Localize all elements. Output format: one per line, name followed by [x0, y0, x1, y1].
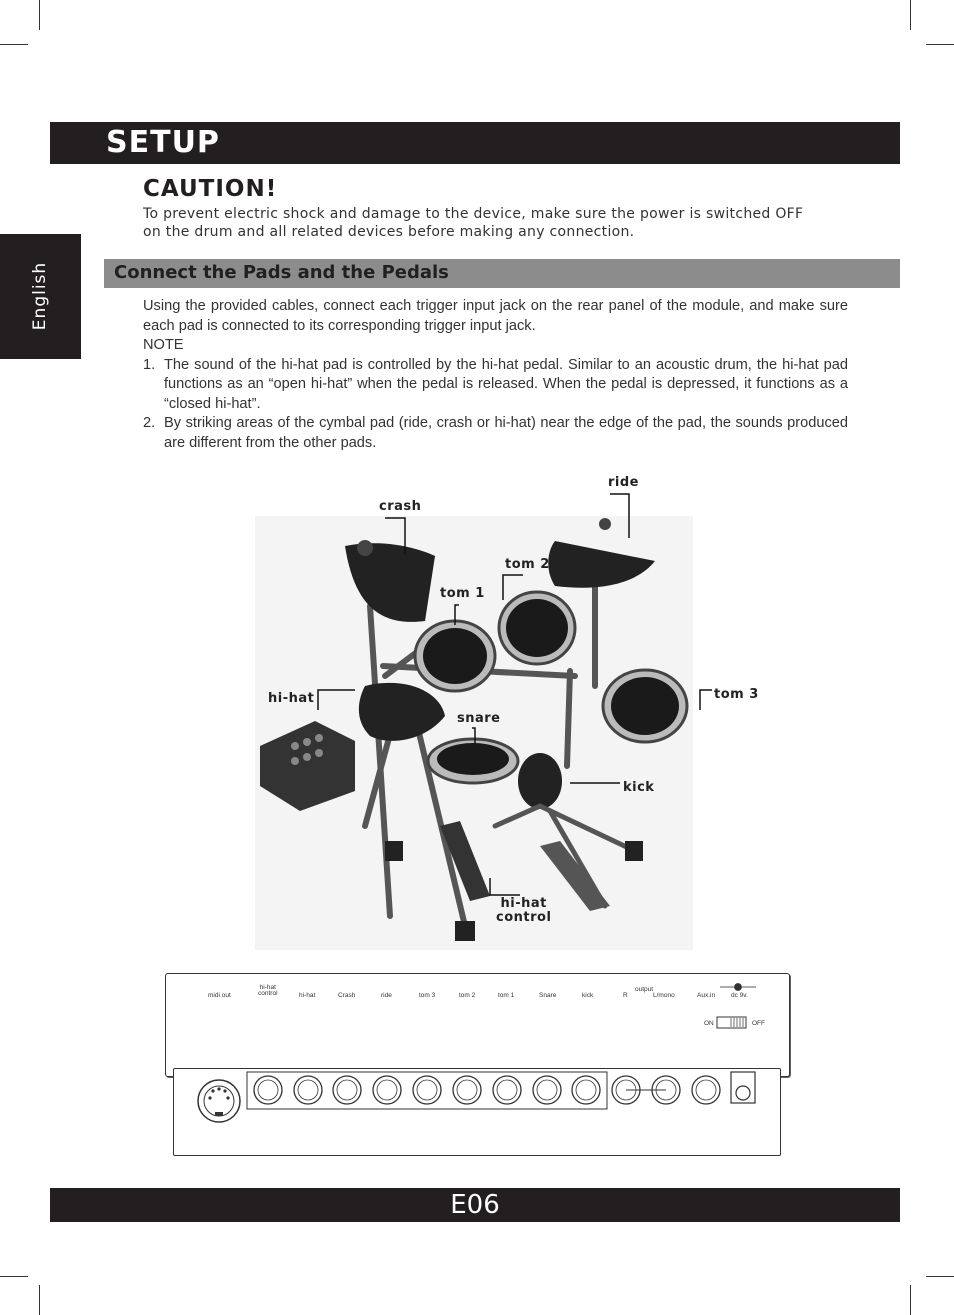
crop-mark [926, 44, 954, 45]
crop-mark [926, 1276, 954, 1277]
header-bar [50, 122, 900, 164]
jack-label-dc-9v: dc 9v. [731, 992, 748, 999]
page-number: E06 [450, 1190, 500, 1220]
jack-label-ride: ride [381, 992, 392, 999]
note-text: By striking areas of the cymbal pad (ride, crash or hi-hat) near the edge of the pad, the sounds produced are different from the other pads. [164, 415, 848, 451]
switch-on-label: ON [704, 1020, 714, 1027]
label-tom-3: tom 3 [714, 687, 759, 702]
label-snare: snare [457, 711, 501, 726]
note-item [143, 414, 848, 453]
label-crash: crash [379, 499, 422, 514]
label-kick: kick [623, 780, 655, 795]
switch-off-label: OFF [752, 1020, 765, 1027]
jack-label-tom-3: tom 3 [419, 992, 436, 999]
jack-label-kick: kick [582, 992, 594, 999]
label-hi-hat-control [496, 897, 551, 925]
jack-label-tom-2: tom 2 [459, 992, 476, 999]
caution-title: CAUTION! [143, 176, 278, 202]
jack-label-aux-in: Aux.in [697, 992, 716, 999]
note-number: 1. [143, 356, 156, 373]
section-header [104, 259, 900, 288]
page-title: SETUP [106, 125, 220, 160]
footer-bar [50, 1188, 900, 1222]
crop-mark [910, 1285, 911, 1315]
crop-mark [0, 44, 28, 45]
crop-mark [0, 1276, 28, 1277]
caution-line-2: on the drum and all related devices before making any connection. [143, 224, 635, 240]
jack-label-hi-hat-control [258, 985, 278, 997]
language-tab [0, 234, 81, 359]
jack-label-hi-hat-control-1: hi-hat [259, 984, 276, 991]
jack-label-tom-1: tom 1 [498, 992, 515, 999]
language-label: English [30, 261, 50, 331]
rear-panel-bottom [173, 1068, 781, 1156]
crop-mark [39, 1285, 40, 1315]
note-text: The sound of the hi-hat pad is controlled by the hi-hat pedal. Similar to an acoustic drum, the hi-hat pad functions as an “open hi-hat” when the pedal is released. When the pedal is depressed, it functions as a “closed hi-hat”. [164, 356, 848, 412]
label-hi-hat-control-line-2: control [496, 910, 552, 925]
label-tom-1: tom 1 [440, 586, 485, 601]
jack-label-r: R [623, 992, 628, 999]
jack-label-output: output [635, 986, 654, 993]
jack-label-hi-hat-control-2: control [258, 990, 278, 997]
label-hi-hat: hi-hat [268, 691, 315, 706]
jack-label-midi-out: midi out [208, 992, 231, 999]
caution-line-1: To prevent electric shock and damage to the device, make sure the power is switched OFF [143, 206, 804, 222]
caution-text [143, 205, 843, 241]
jack-label-crash: Crash [338, 992, 356, 999]
note-number: 2. [143, 415, 156, 431]
label-ride: ride [608, 475, 639, 490]
jack-label-snare: Snare [539, 992, 557, 999]
crop-mark [39, 0, 40, 30]
jack-label-hi-hat: hi-hat [299, 992, 316, 999]
section-title: Connect the Pads and the Pedals [114, 262, 449, 283]
drum-kit-illustration [255, 516, 693, 950]
note-item [143, 356, 848, 415]
drum-kit-diagram [255, 516, 693, 950]
intro-paragraph: Using the provided cables, connect each trigger input jack on the rear panel of the module, and make sure each pad is connected to its corresponding trigger input jack. [143, 298, 848, 334]
note-label: NOTE [143, 337, 184, 353]
label-hi-hat-control-line-1: hi-hat [500, 896, 547, 911]
instructions [143, 297, 848, 453]
label-tom-2: tom 2 [505, 557, 550, 572]
crop-mark [910, 0, 911, 30]
jack-label-l-mono: L/mono [653, 992, 675, 999]
